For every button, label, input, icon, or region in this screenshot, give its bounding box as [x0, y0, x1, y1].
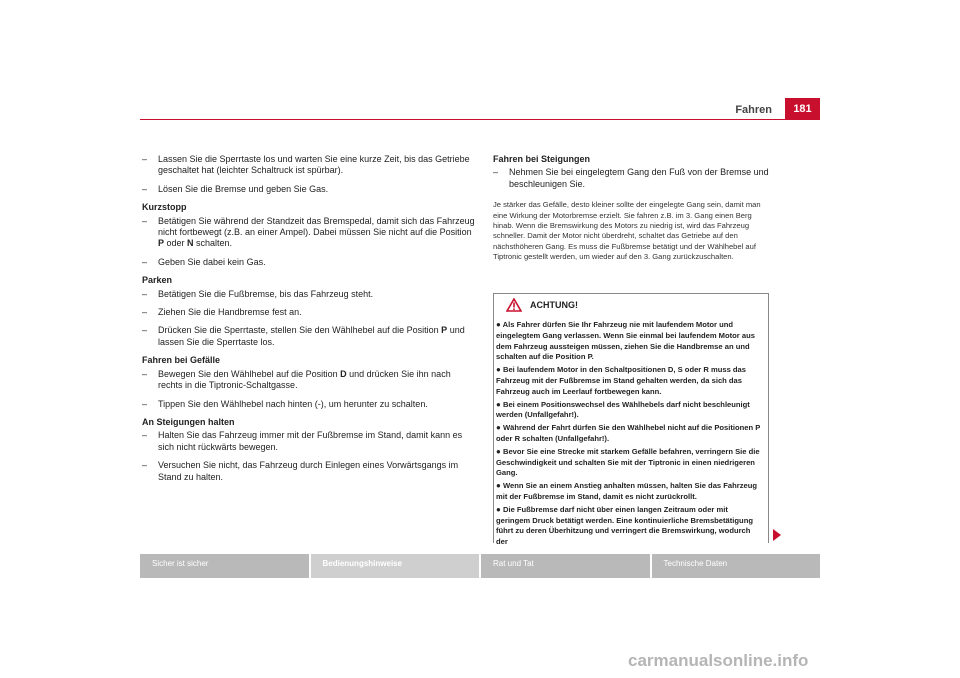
- chapter-title: Fahren: [735, 104, 772, 116]
- list-item: – Drücken Sie die Sperrtaste, stellen Sie den Wählhebel auf die Position P und lassen Sie die Sperrtaste los.: [142, 325, 465, 347]
- warning-item: ● Die Fußbremse darf nicht über einen langen Zeitraum oder mit geringem Druck betätigt werden. Eine kontinuierliche Bremsbetätigung führt zu deren Überhitzung und verringert die Bremswirkung, wodurch der: [496, 504, 753, 547]
- list-item: – Betätigen Sie während der Standzeit das Bremspedal, damit sich das Fahrzeug nicht fortbewegt (z.B. an einer Ampel). Dabei müssen Sie nicht auf die Position P oder N schalten.: [142, 215, 475, 249]
- tab-rat-und-tat[interactable]: Rat und Tat: [481, 554, 650, 578]
- warning-box: [493, 293, 769, 547]
- list-item: – Lassen Sie die Sperrtaste los und warten Sie eine kurze Zeit, bis das Getriebe geschaltet hat (leichter Schaltruck ist spürbar).: [142, 154, 470, 176]
- list-item: – Geben Sie dabei kein Gas.: [142, 256, 266, 267]
- warning-item: ● Bei laufendem Motor in den Schaltpositionen D, S oder R muss das Fahrzeug mit der Fußbremse im Stand gehalten werden, da sich das Fahrzeug auch im Leerlauf fortbewegen kann.: [496, 365, 747, 396]
- section-heading-kurzstopp: Kurzstopp: [142, 202, 187, 213]
- tab-technische-daten[interactable]: Technische Daten: [652, 554, 821, 578]
- page-number: 181: [785, 98, 820, 120]
- warning-item: ● Bevor Sie eine Strecke mit starkem Gefälle befahren, verringern Sie die Geschwindigkeit und schalten Sie mit der Tiptronic in einen niedrigeren Gang.: [496, 446, 760, 478]
- list-item: – Halten Sie das Fahrzeug immer mit der Fußbremse im Stand, damit kann es sich nicht rückwärts bewegen.: [142, 430, 463, 452]
- warning-item: ● Während der Fahrt dürfen Sie den Wählhebel nicht auf die Positionen P oder R schalten (Unfallgefahr!).: [496, 423, 761, 443]
- tab-sicher-ist-sicher[interactable]: Sicher ist sicher: [140, 554, 309, 578]
- right-column: [493, 154, 771, 263]
- tab-bedienungshinweise[interactable]: Bedienungshinweise: [311, 554, 480, 578]
- header-rule: [140, 119, 820, 120]
- section-heading-parken: Parken: [142, 275, 173, 286]
- warning-triangle-icon: [506, 298, 522, 312]
- footer-nav: [140, 554, 820, 578]
- list-item: – Versuchen Sie nicht, das Fahrzeug durch Einlegen eines Vorwärtsgangs im Stand zu halten.: [142, 460, 459, 482]
- list-item: – Lösen Sie die Bremse und geben Sie Gas.: [142, 183, 329, 194]
- warning-item: ● Bei einem Positionswechsel des Wählhebels darf nicht beschleunigt werden (Unfallgefahr!).: [496, 399, 750, 420]
- info-paragraph: Je stärker das Gefälle, desto kleiner sollte der eingelegte Gang sein, damit man eine Wirkung der Motorbremse erzielt. Sie fahren z.B. im 3. Gang einen Berg hinab. Wenn die Bremswirkung des Motors zu niedrig ist, wird das Fahrzeug schneller. Damit der Motor nicht überdreht, schaltet das Getriebe auf den nächsthöheren Gang. Es muss die Fußbremse betätigt und der Wählhebel auf Tiptronic gestellt werden, um wieder auf den 3. Gang zurückzuschalten.: [493, 200, 761, 262]
- warning-item: ● Als Fahrer dürfen Sie Ihr Fahrzeug nie mit laufendem Motor und eingelegtem Gang verlassen. Wenn Sie einmal bei laufendem Motor aus dem Fahrzeug aussteigen müssen, ziehen Sie die Handbremse an und schalten auf die Position P.: [496, 320, 755, 362]
- section-heading-gefaelle: Fahren bei Gefälle: [142, 355, 221, 366]
- section-heading-steigungen-halten: An Steigungen halten: [142, 416, 235, 427]
- left-column: [142, 154, 477, 490]
- list-item: – Tippen Sie den Wählhebel nach hinten (-), um herunter zu schalten.: [142, 398, 428, 409]
- list-item: – Ziehen Sie die Handbremse fest an.: [142, 307, 302, 318]
- continue-arrow-icon: [772, 528, 782, 542]
- list-item: – Betätigen Sie die Fußbremse, bis das Fahrzeug steht.: [142, 288, 374, 299]
- watermark: carmanualsonline.info: [628, 651, 809, 670]
- list-item: – Nehmen Sie bei eingelegtem Gang den Fuß von der Bremse und beschleunigen Sie.: [493, 167, 769, 189]
- list-item: – Bewegen Sie den Wählhebel auf die Position D und drücken Sie ihn nach rechts in die Tiptronic-Schaltgasse.: [142, 368, 451, 391]
- warning-title: ACHTUNG!: [530, 300, 578, 310]
- section-heading-steigungen: Fahren bei Steigungen: [493, 154, 591, 164]
- warning-item: ● Wenn Sie an einem Anstieg anhalten müssen, halten Sie das Fahrzeug mit der Fußbremse im Stand, damit es nicht zurückrollt.: [496, 481, 757, 501]
